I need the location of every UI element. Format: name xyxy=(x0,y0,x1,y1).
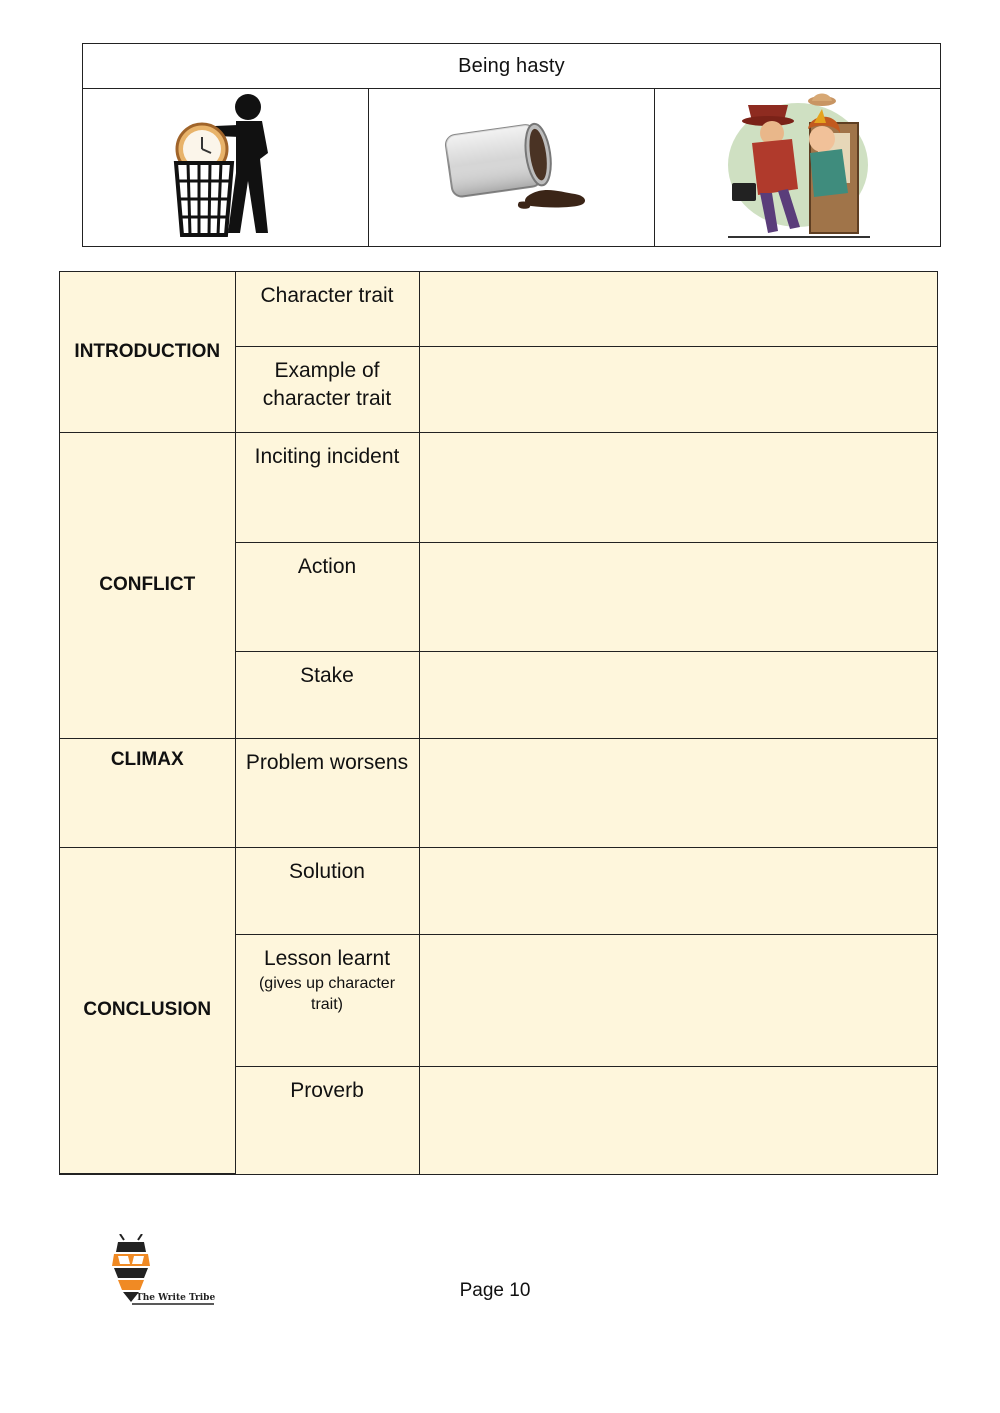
image-cell-rushing xyxy=(655,89,940,246)
bee-logo-icon xyxy=(104,1234,220,1310)
write-tribe-logo xyxy=(104,1234,220,1310)
lesson-learnt-title: Lesson learnt xyxy=(263,946,391,970)
table-row xyxy=(60,847,937,934)
answer-example-character-trait[interactable] xyxy=(419,346,937,432)
section-conflict: CONFLICT xyxy=(60,432,235,738)
page-number: Page 10 xyxy=(459,1280,531,1301)
story-plan-grid xyxy=(60,272,937,1174)
image-header-table xyxy=(82,43,941,247)
theme-title: Being hasty xyxy=(83,44,940,89)
section-climax: CLIMAX xyxy=(60,738,235,847)
label-action: Action xyxy=(235,542,419,651)
label-problem-worsens: Problem worsens xyxy=(235,738,419,847)
table-row xyxy=(60,432,937,542)
label-character-trait: Character trait xyxy=(235,272,419,346)
table-row xyxy=(60,738,937,847)
answer-action[interactable] xyxy=(419,542,937,651)
label-proverb: Proverb xyxy=(235,1066,419,1174)
rushing-people-collision-icon xyxy=(718,93,878,243)
section-introduction: INTRODUCTION xyxy=(60,272,235,432)
image-row xyxy=(83,89,940,246)
label-stake: Stake xyxy=(235,651,419,738)
section-conclusion: CONCLUSION xyxy=(60,847,235,1174)
label-solution: Solution xyxy=(235,847,419,934)
answer-proverb[interactable] xyxy=(419,1066,937,1174)
logo-text: The Write Tribe xyxy=(136,1293,216,1303)
table-row xyxy=(60,272,937,346)
image-cell-spilled-can xyxy=(369,89,655,246)
label-lesson-learnt xyxy=(235,934,419,1066)
label-example-character-trait: Example of character trait xyxy=(235,346,419,432)
story-plan-table xyxy=(59,271,938,1175)
image-cell-trash xyxy=(83,89,369,246)
trash-bin-person-clock-icon xyxy=(156,93,296,243)
answer-lesson-learnt[interactable] xyxy=(419,934,937,1066)
label-inciting-incident: Inciting incident xyxy=(235,432,419,542)
answer-character-trait[interactable] xyxy=(419,272,937,346)
answer-stake[interactable] xyxy=(419,651,937,738)
answer-problem-worsens[interactable] xyxy=(419,738,937,847)
spilled-paint-can-icon xyxy=(427,108,597,228)
answer-inciting-incident[interactable] xyxy=(419,432,937,542)
lesson-learnt-note: (gives up character trait) xyxy=(258,974,396,1013)
answer-solution[interactable] xyxy=(419,847,937,934)
